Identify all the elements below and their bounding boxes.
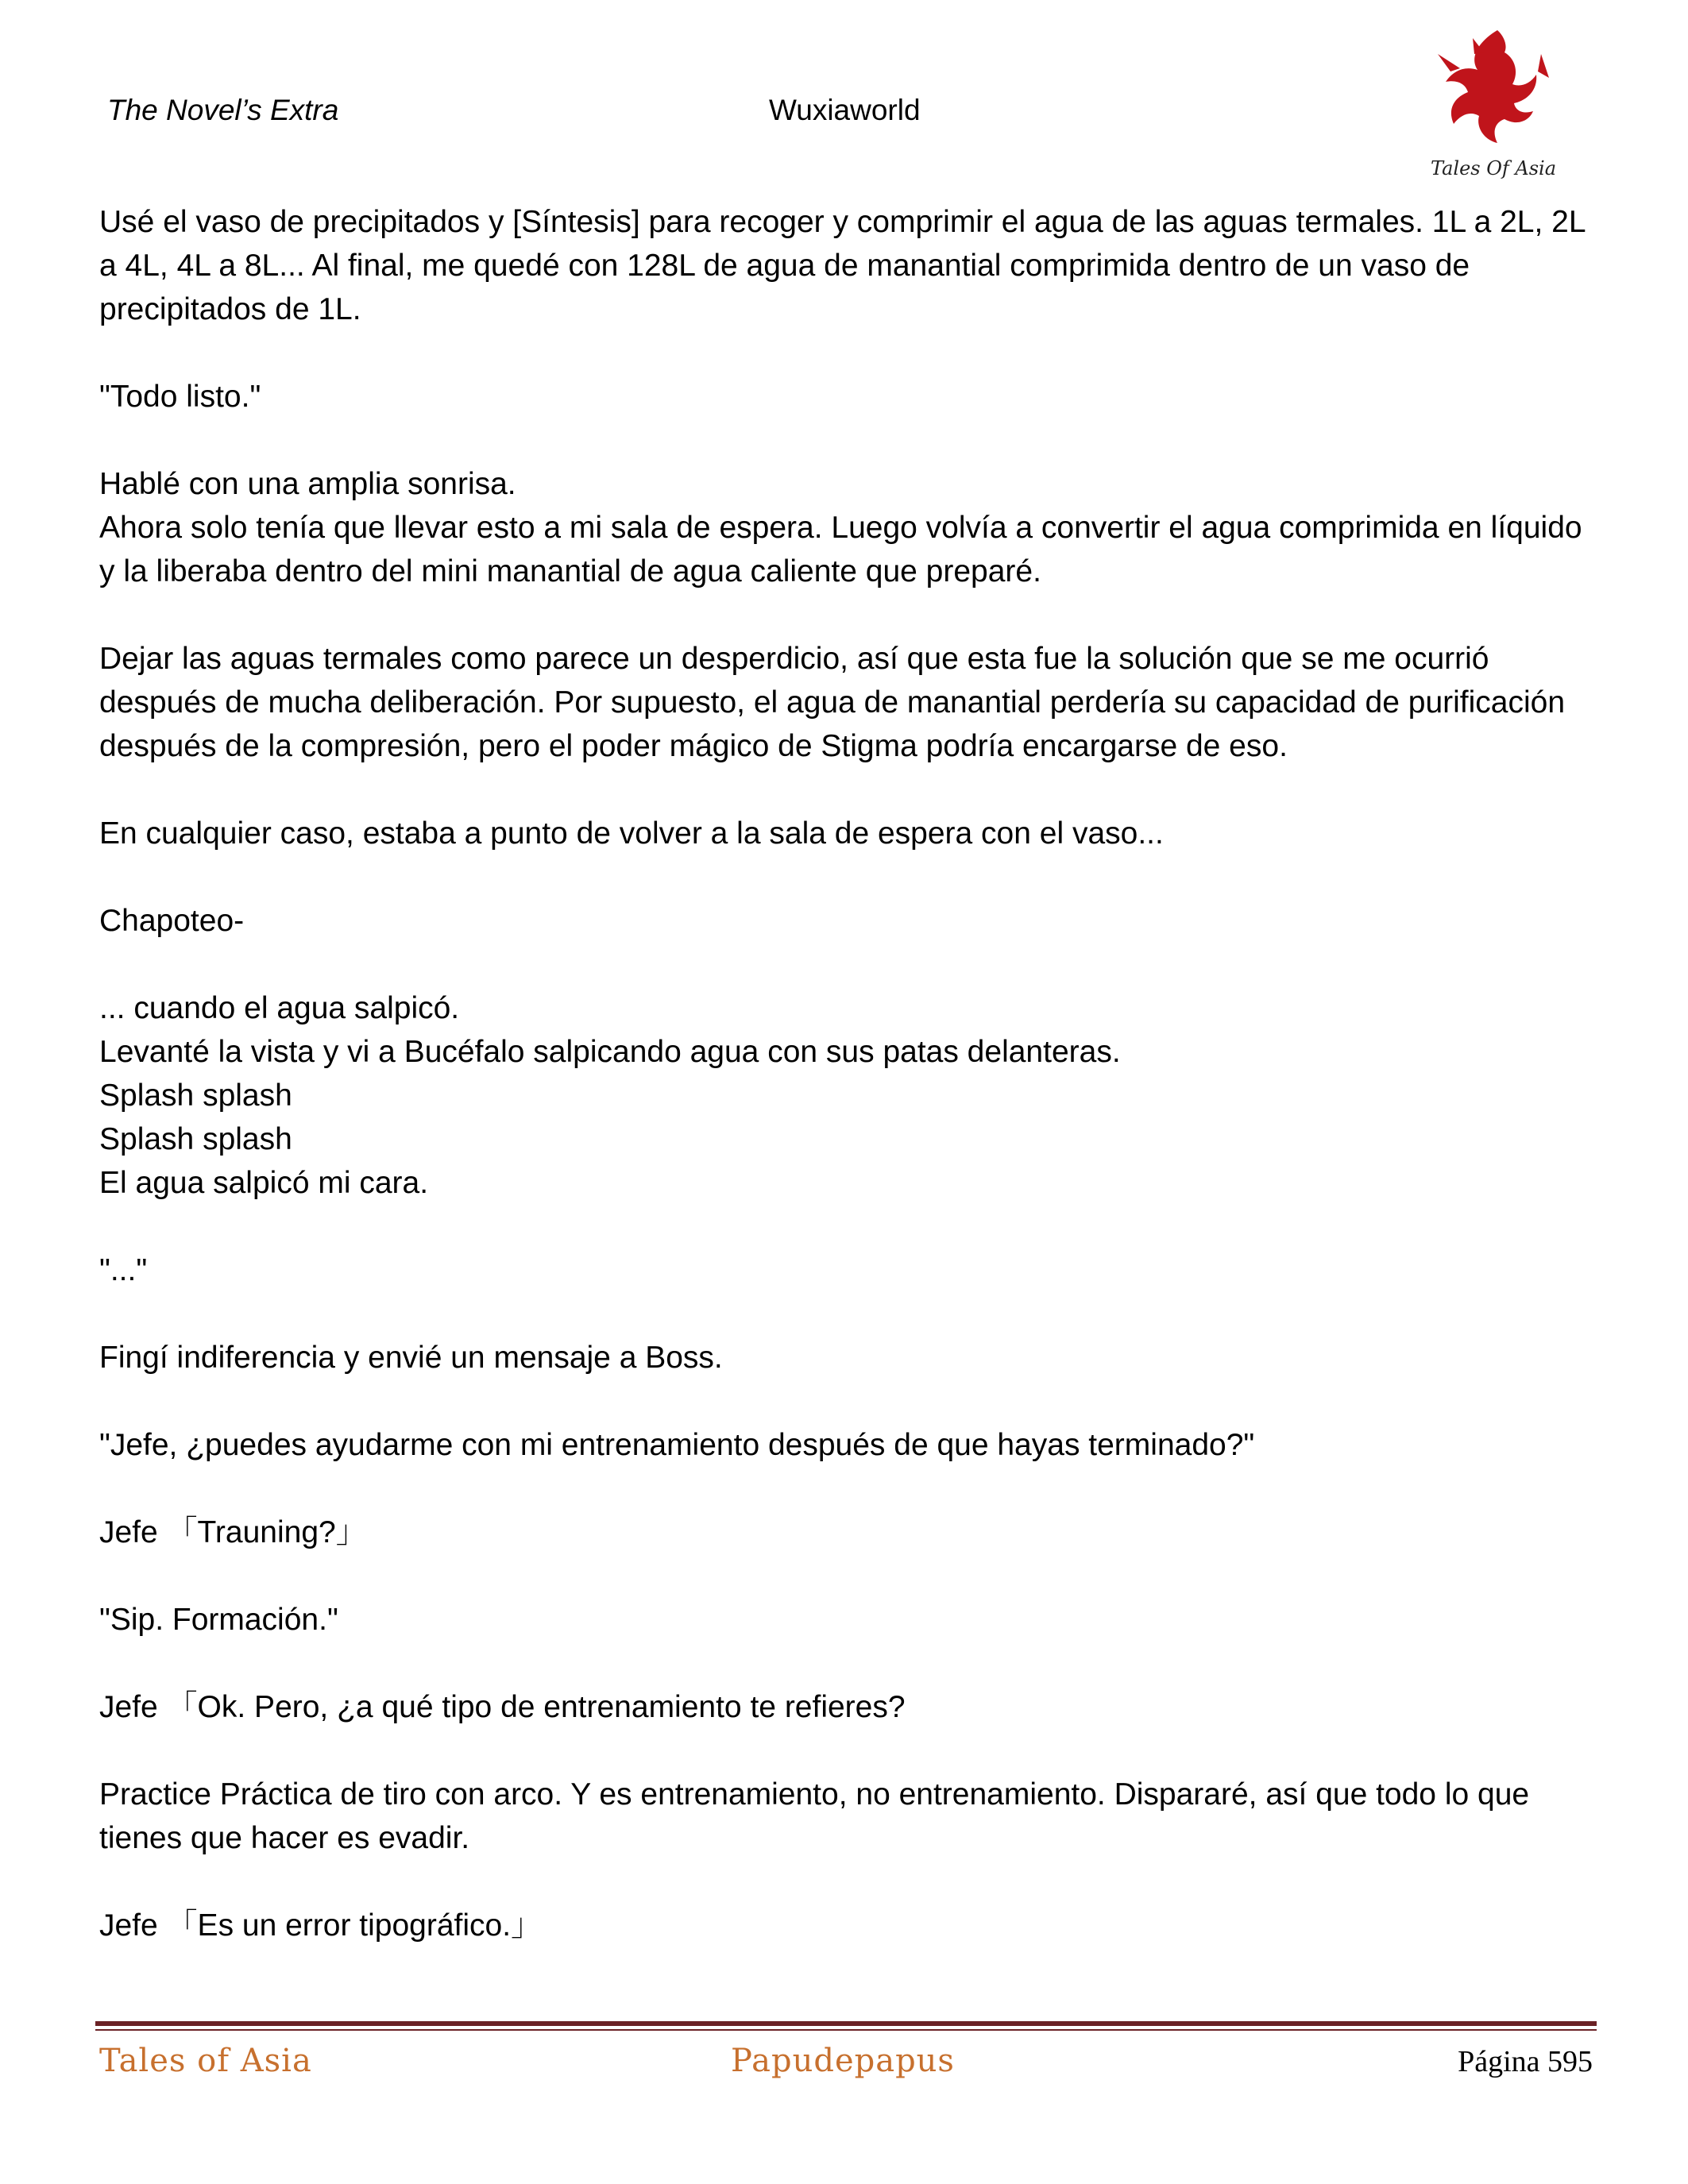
paragraph: En cualquier caso, estaba a punto de volver a la sala de espera con el vaso... [99,816,1164,851]
paragraph: "Jefe, ¿puedes ayudarme con mi entrenamiento después de que hayas terminado?" [99,1428,1255,1462]
paragraph: "..." [99,1253,148,1287]
header-book-title: The Novel’s Extra [107,94,339,126]
paragraph: El agua salpicó mi cara. [99,1166,429,1200]
paragraph: Usé el vaso de precipitados y [Síntesis] para recoger y comprimir el agua de las aguas termales. 1L a 2L, 2L a 4L, 4L a 8L... Al final, me quedé con 128L de agua de manantial comprimida dentro de un vaso de precipitados de 1L. [99,205,1586,326]
paragraph: Levanté la vista y vi a Bucéfalo salpicando agua con sus patas delanteras. [99,1035,1121,1069]
footer-translator: Papudepapus [731,2043,955,2079]
paragraph: Jefe 「Ok. Pero, ¿a qué tipo de entrenamiento te refieres? [99,1690,906,1724]
footer-rule-thin [95,2029,1597,2031]
paragraph: "Sip. Formación." [99,1603,338,1637]
paragraph: Jefe 「Trauning?」 [99,1515,367,1549]
paragraph: "Todo listo." [99,380,261,414]
paragraph: Splash splash [99,1078,292,1113]
header-site: Wuxiaworld [769,94,921,126]
paragraph: Jefe 「Es un error tipográfico.」 [99,1908,543,1943]
page-number: Página 595 [1458,2045,1593,2078]
paragraph: Hablé con una amplia sonrisa. [99,467,516,501]
paragraph: ... cuando el agua salpicó. [99,991,460,1025]
logo-text: Tales Of Asia [1430,157,1557,179]
paragraph: Practice Práctica de tiro con arco. Y es entrenamiento, no entrenamiento. Dispararé, así que todo lo que tienes que hacer es evadir. [99,1777,1530,1855]
body-text [99,200,1593,1947]
paragraph: Chapoteo- [99,904,245,938]
paragraph: Dejar las aguas termales como parece un desperdicio, así que esta fue la solución que se me ocurrió después de mucha deliberación. Por supuesto, el agua de manantial perdería su capacidad de purificación después de la compresión, pero el poder mágico de Stigma podría encargarse de eso. [99,642,1566,763]
paragraph: Splash splash [99,1122,292,1156]
dragon-logo-icon [1422,22,1565,189]
footer-rule [95,2021,1597,2026]
footer-site-name: Tales of Asia [99,2043,312,2079]
paragraph: Ahora solo tenía que llevar esto a mi sala de espera. Luego volvía a convertir el agua comprimida en líquido y la liberaba dentro del mini manantial de agua caliente que preparé. [99,511,1582,588]
paragraph: Fingí indiferencia y envié un mensaje a Boss. [99,1341,723,1375]
